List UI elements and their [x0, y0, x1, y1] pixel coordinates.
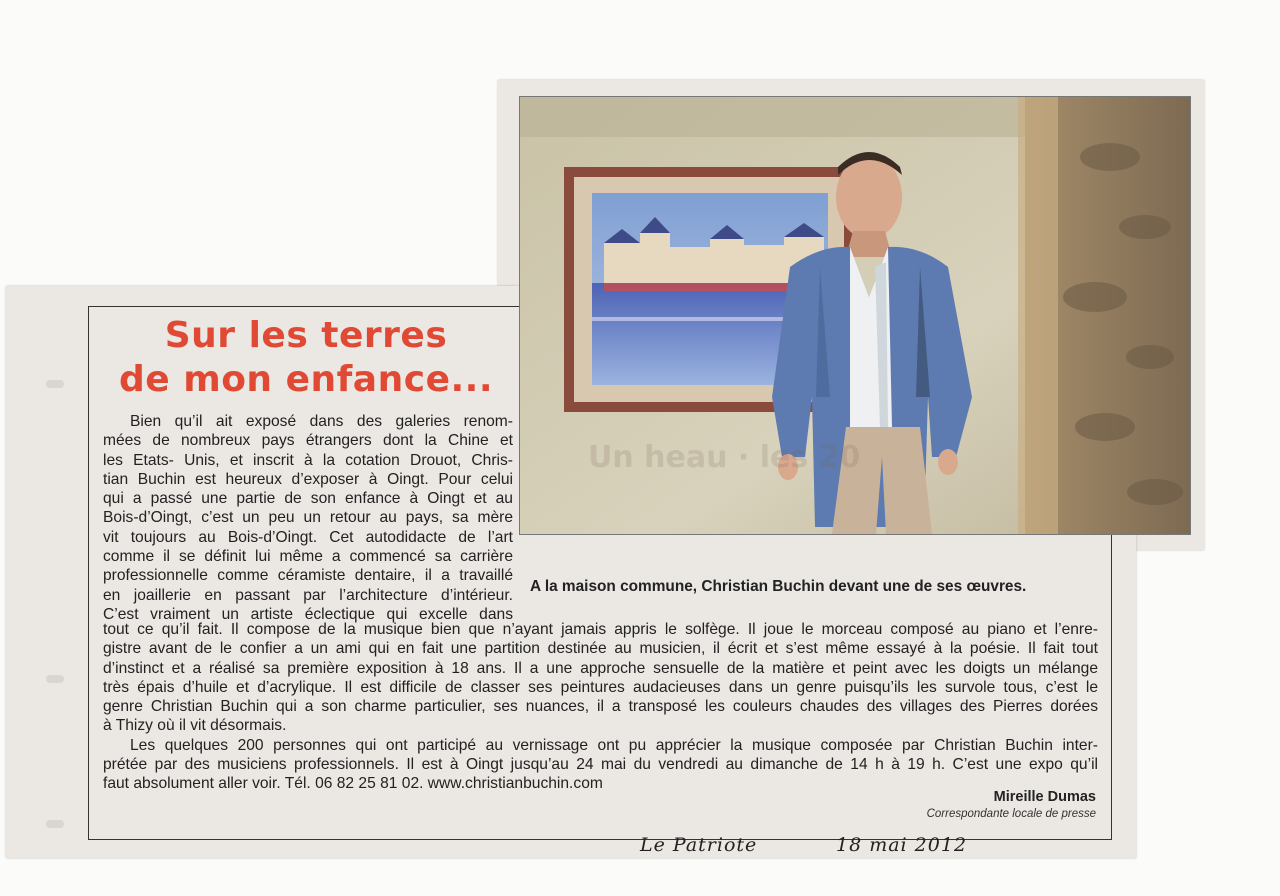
body-line: qui a passé une partie de son enfance à Oingt et au — [103, 490, 513, 508]
body-line: prétée par des musiciens professionnels. Il est à Oingt jusqu’au 24 mai du vendredi au dimanche de 14 h à 19 h. C’est une expo qu’il — [103, 756, 1098, 774]
body-line: très épais d’huile et d’acrylique. Il est difficile de classer ses peintures audacieuses dans un genre puisqu’ils les survole tous, c’est le — [103, 678, 1098, 696]
article-body-column — [103, 412, 513, 624]
body-line: tian Buchin est heureux d’exposer à Oingt. Pour celui — [103, 470, 513, 488]
article-body-wide — [103, 620, 1098, 794]
body-line: Les quelques 200 personnes qui ont participé au vernissage ont pu apprécier la musique composée par Christian Buchin inter- — [130, 736, 1098, 754]
body-line: comme il se définit lui même a commencé sa carrière — [103, 548, 513, 566]
body-line: gistre avant de le confier a un ami qui en fait une partition destinée au musicien, il écrit et s’est même essayé à la poésie. Il fait tout — [103, 640, 1098, 658]
article-headline — [100, 314, 512, 402]
body-line: professionnelle comme céramiste dentaire, il a travaillé — [103, 567, 513, 585]
scan-mark — [46, 820, 64, 828]
body-line: genre Christian Buchin qui a son charme particulier, ses nuances, il a transposé les couleurs chaudes des villages des Pierres dorées — [103, 698, 1098, 716]
body-line: à Thizy où il vit désormais. — [103, 717, 287, 735]
author-name: Mireille Dumas — [993, 789, 1096, 805]
body-line: en joaillerie en passant par l’architecture d’intérieur. — [103, 586, 513, 604]
handwritten-date: 18 mai 2012 — [836, 834, 968, 856]
body-line: C’est vraiment un artiste éclectique qui excelle dans — [103, 605, 513, 623]
body-line: les Etats- Unis, et inscrit à la cotation Drouot, Chris- — [103, 451, 513, 469]
article-photo — [519, 96, 1191, 535]
headline-line-2: de mon enfance... — [118, 359, 494, 400]
scan-mark — [46, 380, 64, 388]
body-line: Bois-d’Oingt, c’est un peu un retour au pays, sa mère — [103, 509, 513, 527]
photo-caption: A la maison commune, Christian Buchin devant une de ses œuvres. — [530, 578, 1027, 595]
photo-illustration — [520, 97, 1190, 534]
handwritten-source: Le Patriote — [640, 834, 758, 856]
body-line: d’instinct et a réalisé sa première exposition à 18 ans. Il a une approche sensuelle de la matière et peint avec les doigts un mélange — [103, 659, 1098, 677]
body-line: vit toujours au Bois-d’Oingt. Cet autodidacte de l’art — [103, 528, 513, 546]
body-line: Bien qu’il ait exposé dans des galeries renom- — [130, 413, 513, 430]
scan-mark — [46, 675, 64, 683]
body-line: tout ce qu’il fait. Il compose de la musique bien que n’ayant jamais appris le solfège. Il joue le morceau composé au piano et l’enre- — [103, 621, 1098, 638]
author-role: Correspondante locale de presse — [926, 808, 1096, 820]
body-line: faut absolument aller voir. Tél. 06 82 25 81 02. www.christianbuchin.com — [103, 775, 603, 793]
body-line: mées de nombreux pays étrangers dont la Chine et — [103, 432, 513, 450]
headline-line-1: Sur les terres — [164, 315, 448, 356]
